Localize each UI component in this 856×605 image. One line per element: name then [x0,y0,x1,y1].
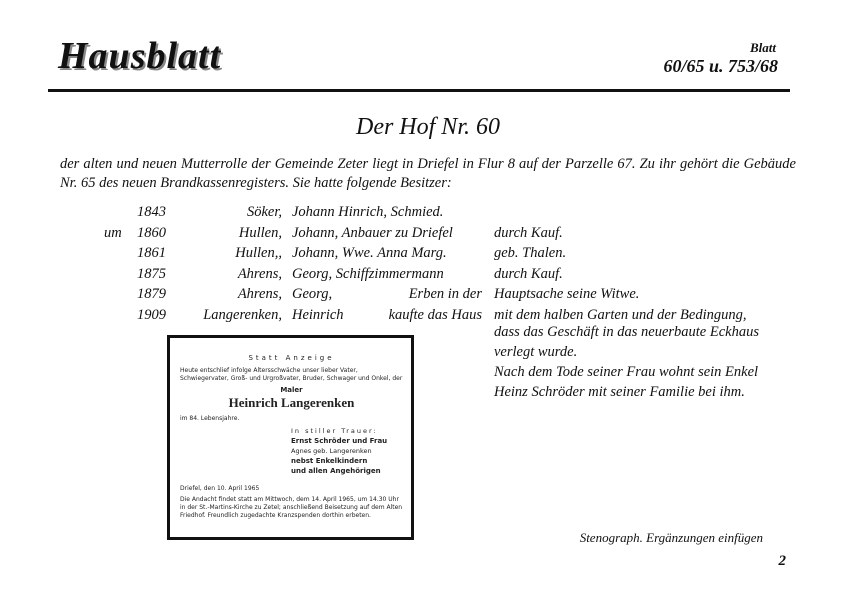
owner-given-name: Johann, Wwe. Anna Marg. [292,245,447,261]
owner-year: 1875 [137,265,166,282]
mourner-line: Ernst Schröder und Frau [291,437,388,445]
owner-surname: Ahrens, [237,265,282,282]
mourner-line: nebst Enkelkindern [291,457,368,465]
continuation-line: Nach dem Tode seiner Frau wohnt sein Enkel [494,364,759,380]
intro-paragraph: der alten und neuen Mutterrolle der Gemeinde Zeter liegt in Driefel in Flur 8 auf der Parzelle 67. Zu ihr gehört die Gebäude Nr. 65 des neuen Brandkassenregisters. Sie hatte folgende Besitzer: [60,156,796,191]
owner-note: Hauptsache seine Witwe. [494,286,640,302]
notice-date: Driefel, den 10. April 1965 [180,485,260,492]
header-divider [48,89,790,92]
mourner-line: und allen Angehörigen [291,467,381,475]
owner-surname: Hullen, [238,224,282,241]
notice-service: Die Andacht findet statt am Mittwoch, dem 14. April 1965, um 14.30 Uhr in der St.-Martins-Kirche zu Zetel; anschließend Beisetzung auf dem Alten Friedhof. Freundlich zugedachte Kranzspenden dorthin erbeten. [180,496,403,519]
owner-year: 1909 [137,306,166,323]
owner-given-name: Johann Hinrich, Schmied. [292,204,444,220]
owner-year: 1860 [137,224,166,241]
page-title: Der Hof Nr. 60 [355,114,500,140]
owner-row [0,266,856,286]
notice-deceased-name: Heinrich Langerenken [228,395,355,410]
owner-role: Erben in der [408,286,482,302]
notice-heading: Statt Anzeige [248,354,335,362]
death-notice-clipping [167,335,414,540]
owner-year: 1879 [137,286,166,302]
owner-note: durch Kauf. [494,224,563,241]
owner-given-name: Georg, [292,286,333,302]
owner-surname: Langerenken, [203,306,282,323]
owner-surname: Söker, [246,204,282,220]
owner-prefix: um [104,224,122,241]
continuation-line: verlegt wurde. [494,344,578,360]
owner-given-name: Heinrich [292,306,344,323]
owner-row [0,245,856,265]
notice-intro: Heute entschlief infolge Altersschwäche unser lieber Vater, Schwiegervater, Groß- und Urgroßvater, Bruder, Schwager und Onkel, der [180,367,403,382]
owner-note: durch Kauf. [494,265,563,282]
sheet-number: 60/65 u. 753/68 [663,56,778,76]
owner-row [0,286,856,306]
owner-year: 1843 [137,204,166,220]
steno-note: Stenograph. Ergänzungen einfügen [579,530,763,545]
mourning-heading: In stiller Trauer: [291,427,378,435]
notice-mourners [291,426,403,476]
notice-profession: Maler [280,386,303,394]
owner-note: mit dem halben Garten und der Bedingung, [494,306,747,323]
owner-row [0,225,856,245]
hausblatt-logo: Hausblatt [58,35,222,77]
sheet-label: Blatt [749,40,776,55]
owner-given-name: Johann, Anbauer zu Driefel [292,224,453,241]
continuation-line: Heinz Schröder mit seiner Familie bei ihm. [494,384,745,400]
owner-row [0,204,856,224]
continuation-line: dass das Geschäft in das neuerbaute Eckhaus [494,324,759,340]
page-number: 2 [778,553,786,569]
owner-given-name: Georg, Schiffzimmermann [292,265,444,282]
owner-role: kaufte das Haus [388,306,482,323]
owner-note: geb. Thalen. [494,245,567,261]
owner-year: 1861 [137,245,166,261]
mourner-line: Agnes geb. Langerenken [291,447,372,455]
owner-surname: Ahrens, [237,286,282,302]
notice-age: im 84. Lebensjahre. [180,415,240,422]
owner-surname: Hullen,, [235,245,282,261]
